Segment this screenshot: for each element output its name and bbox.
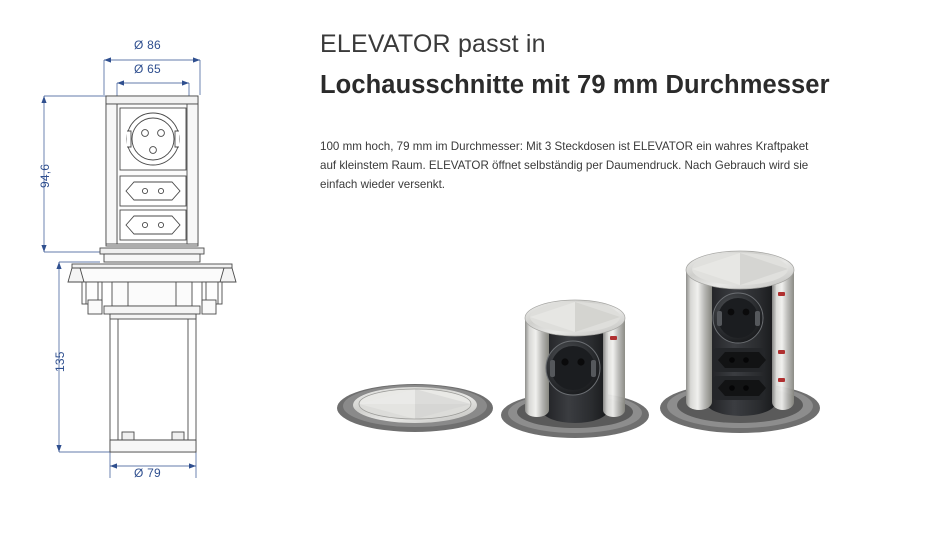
body-text: 100 mm hoch, 79 mm im Durchmesser: Mit 3 Steckdosen ist ELEVATOR ein wahres Kraftpaket auf kleinstem Raum. ELEVATOR öffnet selbständig per Daumendruck. Nach Gebrauch wird sie einfach wieder versenkt.	[320, 140, 809, 191]
technical-drawing-svg	[0, 0, 300, 528]
dimension-height-94-6: 94,6	[38, 163, 52, 188]
dimension-diameter-79: Ø 79	[134, 466, 161, 480]
photo-closed-unit	[337, 384, 493, 432]
dimension-height-135: 135	[53, 351, 67, 372]
headline-primary: ELEVATOR passt in	[320, 30, 546, 58]
dimension-diameter-65: Ø 65	[134, 62, 161, 76]
headline-secondary: Lochausschnitte mit 79 mm Durchmesser	[320, 71, 830, 99]
photo-tall-unit	[660, 251, 820, 433]
technical-drawing	[0, 0, 300, 528]
dimension-diameter-86: Ø 86	[134, 38, 161, 52]
content-block	[320, 30, 920, 194]
product-photos-svg	[320, 240, 930, 520]
photo-mid-unit	[501, 300, 649, 438]
product-photo-group	[320, 240, 930, 520]
